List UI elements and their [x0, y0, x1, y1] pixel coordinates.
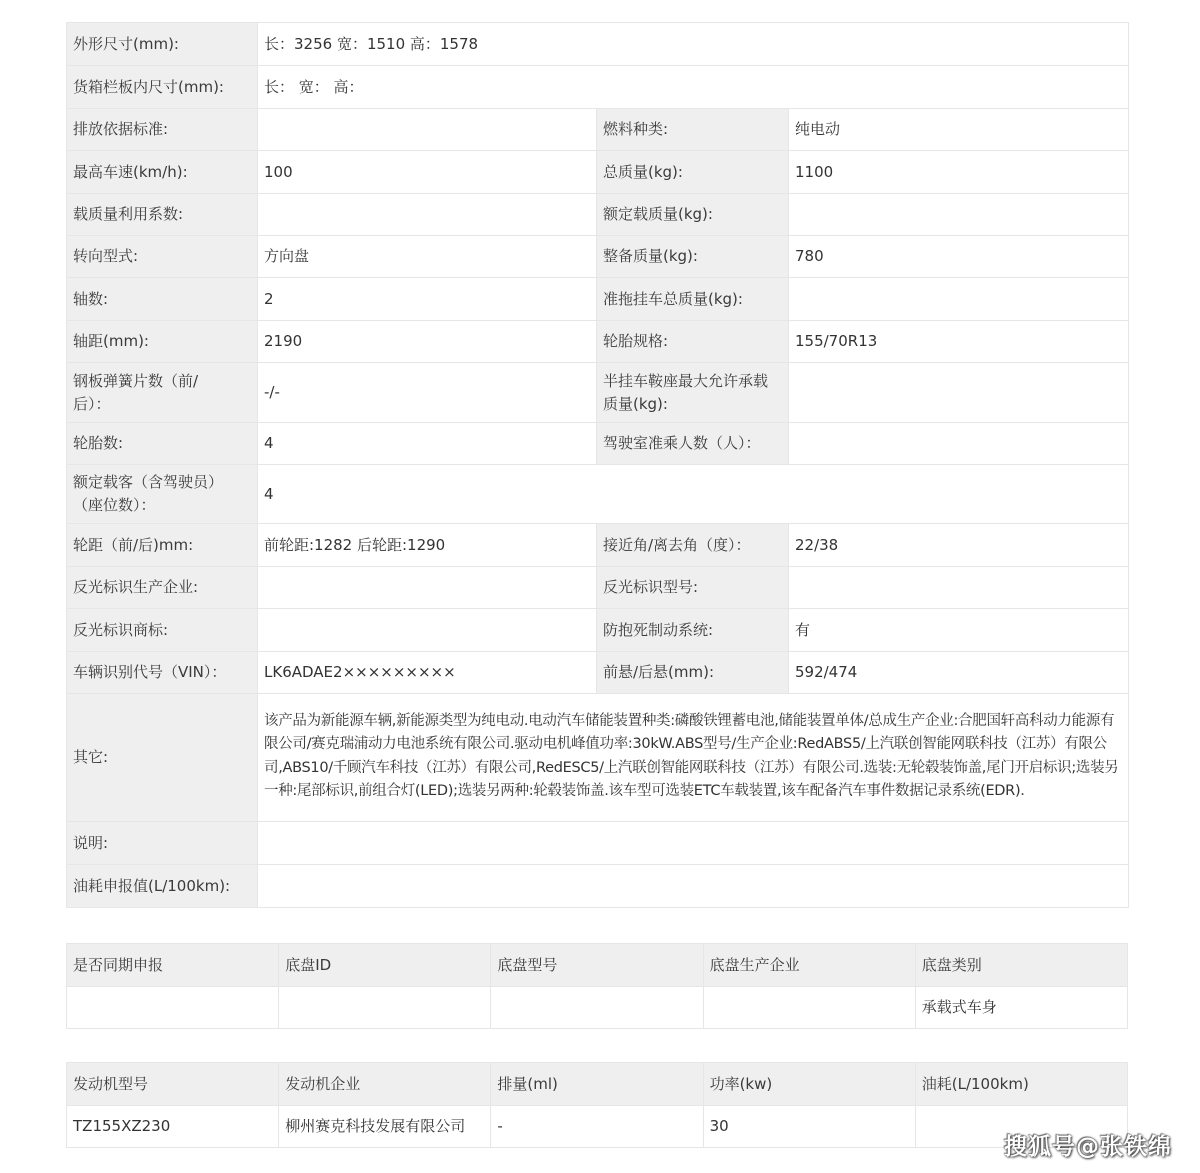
track-label: 轮距（前/后)mm:	[67, 524, 258, 567]
overhang-value: 592/474	[789, 652, 1129, 694]
fuel-report-value	[258, 865, 1129, 908]
engine-table	[66, 1062, 1128, 1148]
spec-row	[67, 524, 1129, 567]
track-value: 前轮距:1282 后轮距:1290	[258, 524, 597, 567]
reflector-brand-label: 反光标识商标:	[67, 609, 258, 652]
spec-row-fuel-report	[67, 865, 1129, 908]
chassis-table	[66, 943, 1128, 1029]
engine-data-cell: TZ155XZ230	[67, 1106, 279, 1148]
engine-data-cell: 柳州赛克科技发展有限公司	[279, 1106, 491, 1148]
max-speed-label: 最高车速(km/h):	[67, 151, 258, 194]
reflector-brand-value	[258, 609, 597, 652]
gross-mass-value: 1100	[789, 151, 1129, 194]
spec-row	[67, 609, 1129, 652]
spec-row	[67, 321, 1129, 363]
spec-row	[67, 278, 1129, 321]
axles-label: 轴数:	[67, 278, 258, 321]
engine-header-cell: 功率(kw)	[703, 1063, 915, 1106]
chassis-header-cell: 底盘型号	[491, 944, 703, 987]
spec-row-dims	[67, 23, 1129, 66]
load-coeff-label: 载质量利用系数:	[67, 194, 258, 236]
vin-value: LK6ADAE2×××××××××	[258, 652, 597, 694]
spec-row	[67, 151, 1129, 194]
spec-row	[67, 652, 1129, 694]
curb-mass-value: 780	[789, 236, 1129, 278]
reflector-maker-value	[258, 567, 597, 609]
engine-data-cell: -	[491, 1106, 703, 1148]
vin-label: 车辆识别代号（VIN）：	[67, 652, 258, 694]
emission-std-value	[258, 109, 597, 151]
cargo-dims-label: 货箱栏板内尺寸(mm):	[67, 66, 258, 109]
chassis-data-cell	[491, 987, 703, 1029]
angles-value: 22/38	[789, 524, 1129, 567]
chassis-header-cell: 底盘生产企业	[703, 944, 915, 987]
tire-count-value: 4	[258, 423, 597, 465]
leaf-springs-value: -/-	[258, 363, 597, 423]
steering-value: 方向盘	[258, 236, 597, 278]
curb-mass-label: 整备质量(kg):	[597, 236, 789, 278]
steering-label: 转向型式:	[67, 236, 258, 278]
spec-row	[67, 423, 1129, 465]
chassis-data-cell	[67, 987, 279, 1029]
chassis-data-cell: 承载式车身	[915, 987, 1127, 1029]
engine-header-cell: 发动机企业	[279, 1063, 491, 1106]
abs-label: 防抱死制动系统:	[597, 609, 789, 652]
dims-label: 外形尺寸(mm):	[67, 23, 258, 66]
gross-mass-label: 总质量(kg):	[597, 151, 789, 194]
chassis-data-row	[67, 987, 1128, 1029]
trailer-mass-label: 准拖挂车总质量(kg):	[597, 278, 789, 321]
chassis-data-cell	[279, 987, 491, 1029]
engine-data-row	[67, 1106, 1128, 1148]
passengers-value: 4	[258, 465, 1129, 524]
saddle-load-value	[789, 363, 1129, 423]
overhang-label: 前悬/后悬(mm):	[597, 652, 789, 694]
load-coeff-value	[258, 194, 597, 236]
tire-spec-value: 155/70R13	[789, 321, 1129, 363]
spec-row-other	[67, 694, 1129, 822]
engine-header-cell: 排量(ml)	[491, 1063, 703, 1106]
dims-value: 长：3256 宽：1510 高：1578	[258, 23, 1129, 66]
engine-data-cell: 30	[703, 1106, 915, 1148]
sohu-watermark: 搜狐号@张铁绵	[1004, 1134, 1172, 1160]
vehicle-spec-table	[66, 22, 1129, 908]
reflector-model-label: 反光标识型号:	[597, 567, 789, 609]
fuel-report-label: 油耗申报值(L/100km):	[67, 865, 258, 908]
chassis-header-row	[67, 944, 1128, 987]
emission-std-label: 排放依据标准:	[67, 109, 258, 151]
engine-header-row	[67, 1063, 1128, 1106]
spec-row-remark	[67, 822, 1129, 865]
reflector-model-value	[789, 567, 1129, 609]
chassis-header-cell: 底盘ID	[279, 944, 491, 987]
axles-value: 2	[258, 278, 597, 321]
wheelbase-label: 轴距(mm):	[67, 321, 258, 363]
reflector-maker-label: 反光标识生产企业:	[67, 567, 258, 609]
spec-row	[67, 109, 1129, 151]
max-speed-value: 100	[258, 151, 597, 194]
remark-label: 说明:	[67, 822, 258, 865]
abs-value: 有	[789, 609, 1129, 652]
saddle-load-label: 半挂车鞍座最大允许承载质量(kg):	[597, 363, 789, 423]
chassis-data-cell	[703, 987, 915, 1029]
other-label: 其它:	[67, 694, 258, 822]
engine-header-cell: 油耗(L/100km)	[915, 1063, 1127, 1106]
trailer-mass-value	[789, 278, 1129, 321]
tire-spec-label: 轮胎规格:	[597, 321, 789, 363]
spec-row-cargo-dims	[67, 66, 1129, 109]
spec-row	[67, 567, 1129, 609]
spec-row	[67, 194, 1129, 236]
spec-row-passengers	[67, 465, 1129, 524]
rated-load-label: 额定载质量(kg):	[597, 194, 789, 236]
passengers-label: 额定载客（含驾驶员）（座位数）：	[67, 465, 258, 524]
cargo-dims-value: 长： 宽： 高：	[258, 66, 1129, 109]
fuel-type-value: 纯电动	[789, 109, 1129, 151]
rated-load-value	[789, 194, 1129, 236]
engine-header-cell: 发动机型号	[67, 1063, 279, 1106]
leaf-springs-label: 钢板弹簧片数（前/后）：	[67, 363, 258, 423]
wheelbase-value: 2190	[258, 321, 597, 363]
tire-count-label: 轮胎数:	[67, 423, 258, 465]
chassis-header-cell: 底盘类别	[915, 944, 1127, 987]
angles-label: 接近角/离去角（度）：	[597, 524, 789, 567]
spec-row	[67, 363, 1129, 423]
spec-row	[67, 236, 1129, 278]
fuel-type-label: 燃料种类:	[597, 109, 789, 151]
other-value: 该产品为新能源车辆,新能源类型为纯电动.电动汽车储能装置种类:磷酸铁锂蓄电池,储能装置单体/总成生产企业:合肥国轩高科动力能源有限公司/赛克瑞浦动力电池系统有限公司.驱动电机峰值功率:30kW.ABS型号/生产企业:RedABS5/上汽联创智能网联科技（江苏）有限公司,ABS10/千顾汽车科技（江苏）有限公司,RedESC5/上汽联创智能网联科技（江苏）有限公司.选装:无轮毂装饰盖,尾门开启标识;选装另一种:尾部标识,前组合灯(LED);选装另两种:轮毂装饰盖.该车型可选装ETC车载装置,该车配备汽车事件数据记录系统(EDR).	[258, 694, 1129, 822]
remark-value	[258, 822, 1129, 865]
cab-seats-value	[789, 423, 1129, 465]
chassis-header-cell: 是否同期申报	[67, 944, 279, 987]
cab-seats-label: 驾驶室准乘人数（人）：	[597, 423, 789, 465]
